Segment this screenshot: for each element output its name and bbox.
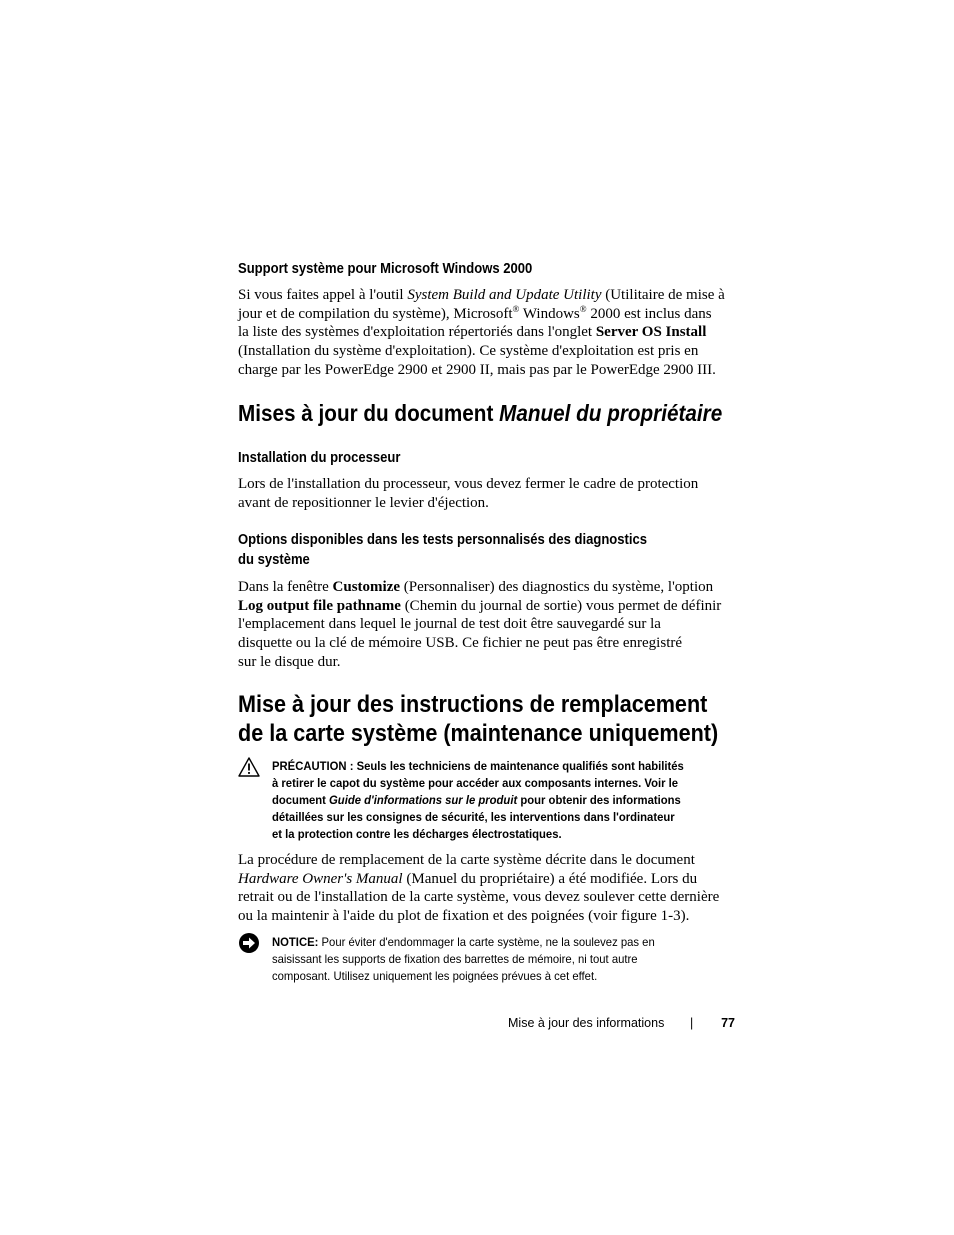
text-line: Log output file pathname (Chemin du journal de sortie) vous permet de définir xyxy=(238,597,722,614)
text-line: disquette ou la clé de mémoire USB. Ce fichier ne peut pas être enregistré xyxy=(238,635,683,652)
text-line: NOTICE: Pour éviter d'endommager la carte système, ne la soulevez pas en xyxy=(272,935,655,949)
caution-note xyxy=(272,758,742,843)
page-number: 77 xyxy=(721,1016,735,1030)
subheading-diagnostics-options: Options disponibles dans les tests personnalisés des diagnostics du système xyxy=(238,532,648,568)
section-heading-system-board-replacement: Mise à jour des instructions de remplacement de la carte système (maintenance uniquement) xyxy=(238,691,719,747)
notice-label: NOTICE: xyxy=(272,935,319,949)
text-line: Dans la fenêtre Customize (Personnaliser) des diagnostics du système, l'option xyxy=(238,579,714,595)
text-line: sur le disque dur. xyxy=(238,653,341,670)
text-line: ou la maintenir à l'aide du plot de fixation et des poignées (voir figure 1-3). xyxy=(238,908,690,925)
text-line: la liste des systèmes d'exploitation répertoriés dans l'onglet Server OS Install xyxy=(238,324,707,341)
notice-arrow-icon xyxy=(238,932,260,954)
section-heading-windows-2000: Support système pour Microsoft Windows 2000 xyxy=(238,261,533,277)
text-line: PRÉCAUTION : Seuls les techniciens de maintenance qualifiés sont habilités xyxy=(272,759,684,773)
text-line: composant. Utilisez uniquement les poignées prévues à cet effet. xyxy=(272,969,598,983)
section-heading-owners-manual-updates: Mises à jour du document Manuel du propriétaire xyxy=(238,400,723,426)
text-line: document Guide d'informations sur le produit pour obtenir des informations xyxy=(272,793,681,807)
text-line: l'emplacement dans lequel le journal de test doit être sauvegardé sur la xyxy=(238,616,661,633)
text-line: avant de repositionner le levier d'éjection. xyxy=(238,494,489,511)
paragraph-windows-2000 xyxy=(238,286,738,380)
footer-section-title: Mise à jour des informations xyxy=(508,1016,665,1030)
paragraph-processor-installation xyxy=(238,475,738,512)
warning-triangle-icon xyxy=(238,757,260,777)
text-line: Hardware Owner's Manual (Manuel du propriétaire) a été modifiée. Lors du xyxy=(238,870,698,887)
text-line: charge par les PowerEdge 2900 et 2900 II, mais pas par le PowerEdge 2900 III. xyxy=(238,361,716,378)
paragraph-system-board-procedure xyxy=(238,851,738,926)
text-line: détaillées sur les consignes de sécurité, les interventions dans l'ordinateur xyxy=(272,810,675,824)
page-footer xyxy=(238,1016,735,1034)
text-line: Si vous faites appel à l'outil System Build and Update Utility (Utilitaire de mise à xyxy=(238,287,725,303)
subheading-processor-installation: Installation du processeur xyxy=(238,450,401,466)
text-line: saisissant les supports de fixation des barrettes de mémoire, ni tout autre xyxy=(272,952,638,966)
notice-note xyxy=(272,934,742,985)
text-line: La procédure de remplacement de la carte système décrite dans le document xyxy=(238,852,695,868)
text-line: et la protection contre les décharges électrostatiques. xyxy=(272,827,562,841)
text-line: Lors de l'installation du processeur, vous devez fermer le cadre de protection xyxy=(238,476,699,492)
text-line: à retirer le capot du système pour accéder aux composants internes. Voir le xyxy=(272,776,679,790)
caution-label: PRÉCAUTION : xyxy=(272,759,354,773)
text-line: retrait ou de l'installation de la carte système, vous devez soulever cette dernière xyxy=(238,889,720,906)
footer-separator: | xyxy=(690,1016,694,1030)
paragraph-diagnostics-options xyxy=(238,578,738,672)
text-line: jour et de compilation du système), Microsoft® Windows® 2000 est inclus dans xyxy=(238,303,712,322)
text-line: (Installation du système d'exploitation). Ce système d'exploitation est pris en xyxy=(238,343,699,360)
